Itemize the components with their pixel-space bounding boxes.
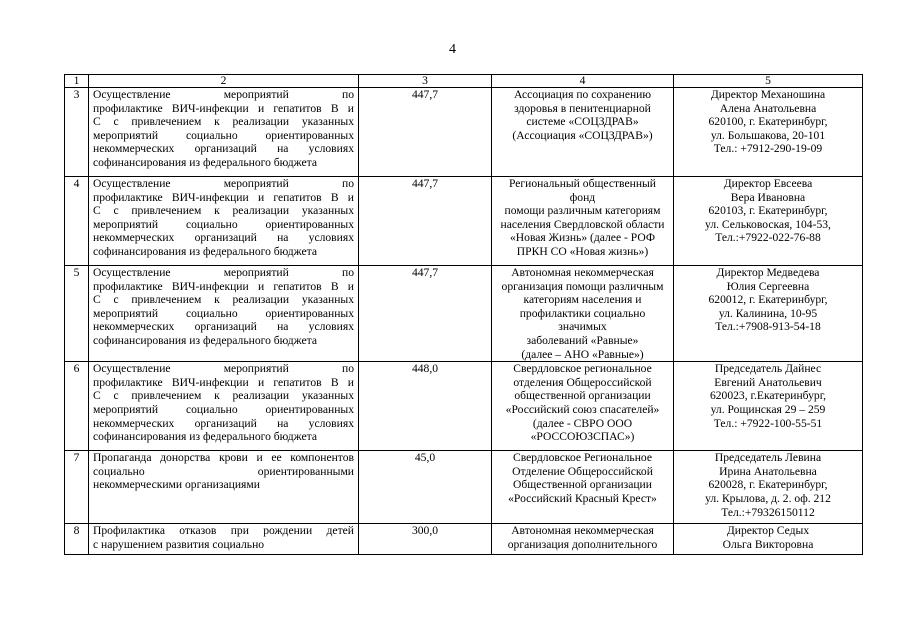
organization-line: организация дополнительного xyxy=(507,537,658,551)
activity-line: мероприятий социально ориентированных xyxy=(93,217,354,231)
row-number-cell: 6 xyxy=(65,362,89,451)
organization-line: Общественной организации xyxy=(513,478,652,492)
contact-line: ул. Рощинская 29 – 259 xyxy=(710,402,826,416)
activity-line: Осуществление мероприятий по xyxy=(93,266,354,279)
activity-cell xyxy=(89,451,359,524)
activity-line: мероприятий социально ориентированных xyxy=(93,402,354,416)
contact-line: Тел.: +7922-100-55-51 xyxy=(713,416,823,430)
organization-line: Свердловское Региональное xyxy=(512,451,652,465)
organization-line: (Ассоциация «СОЦЗДРАВ») xyxy=(512,128,653,142)
activity-line: Осуществление мероприятий по xyxy=(93,88,354,101)
contact-cell xyxy=(674,266,863,362)
contact-line: Ольга Викторовна xyxy=(722,537,814,551)
row-number-cell: 8 xyxy=(65,524,89,555)
organization-line: Автономная некоммерческая xyxy=(511,266,654,279)
organization-cell xyxy=(492,524,674,555)
contact-cell xyxy=(674,451,863,524)
organization-line: Ассоциация по сохранению xyxy=(513,88,652,101)
amount-cell: 448,0 xyxy=(359,362,492,451)
contact-cell xyxy=(674,88,863,177)
activity-line: софинансирования из федерального бюджета xyxy=(93,155,318,169)
header-cell: 1 xyxy=(65,75,89,88)
activity-line: профилактике ВИЧ-инфекции и гепатитов В и xyxy=(93,101,354,115)
table-header-row xyxy=(65,75,863,88)
row-number-cell: 5 xyxy=(65,266,89,362)
activity-line: некоммерческими организациями xyxy=(93,478,260,492)
organization-line: отделения Общероссийской xyxy=(513,375,652,389)
contact-line: Евгений Анатольевич xyxy=(714,375,822,389)
amount-cell: 45,0 xyxy=(359,451,492,524)
data-table xyxy=(64,74,863,555)
contact-line: ул. Крылова, д. 2. оф. 212 xyxy=(705,491,831,505)
activity-line: С с привлечением к реализации указанных xyxy=(93,293,354,307)
table-row xyxy=(65,266,863,362)
activity-line: некоммерческих организаций на условиях xyxy=(93,416,354,430)
contact-line: Председатель Левина xyxy=(714,451,822,465)
contact-line: ул. Сельковоская, 104-53, xyxy=(705,217,831,231)
activity-line: Пропаганда донорства крови и ее компонентов xyxy=(93,451,354,465)
contact-cell xyxy=(674,524,863,555)
organization-line: системе «СОЦЗДРАВ» xyxy=(526,115,639,129)
header-cell: 2 xyxy=(89,75,359,88)
activity-cell xyxy=(89,177,359,266)
activity-line: С с привлечением к реализации указанных xyxy=(93,389,354,403)
activity-line: С с привлечением к реализации указанных xyxy=(93,115,354,129)
contact-line: Вера Ивановна xyxy=(730,190,806,204)
activity-cell xyxy=(89,88,359,177)
table-row xyxy=(65,177,863,266)
contact-line: Директор Механошина xyxy=(710,88,826,101)
organization-line: (далее – АНО «Равные») xyxy=(521,347,644,361)
contact-line: Тел.:+79326150112 xyxy=(721,505,815,519)
organization-line: категориям населения и xyxy=(523,293,642,307)
activity-line: некоммерческих организаций на условиях xyxy=(93,320,354,334)
organization-line: «РОССОЮЗСПАС») xyxy=(530,430,635,444)
organization-line: Отделение Общероссийской xyxy=(512,464,653,478)
organization-line: ПРКН СО «Новая жизнь») xyxy=(516,244,649,258)
contact-cell xyxy=(674,362,863,451)
activity-line: социально ориентированными xyxy=(93,464,354,478)
activity-line: с нарушением развития социально xyxy=(93,537,265,551)
table-row xyxy=(65,524,863,555)
organization-line: Автономная некоммерческая xyxy=(511,524,654,538)
activity-cell xyxy=(89,524,359,555)
contact-line: 620103, г. Екатеринбург, xyxy=(708,204,828,218)
activity-line: профилактике ВИЧ-инфекции и гепатитов В и xyxy=(93,279,354,293)
header-cell: 4 xyxy=(492,75,674,88)
activity-line: профилактике ВИЧ-инфекции и гепатитов В и xyxy=(93,375,354,389)
amount-cell: 447,7 xyxy=(359,266,492,362)
organization-line: населения Свердловской области xyxy=(500,217,665,231)
contact-line: Тел.:+7922-022-76-88 xyxy=(715,231,821,245)
activity-line: мероприятий социально ориентированных xyxy=(93,306,354,320)
page-number: 4 xyxy=(449,42,456,57)
activity-line: Осуществление мероприятий по xyxy=(93,177,354,190)
activity-line: некоммерческих организаций на условиях xyxy=(93,142,354,156)
contact-line: Директор Медведева xyxy=(716,266,820,279)
contact-line: Алена Анатольевна xyxy=(719,101,817,115)
activity-line: софинансирования из федерального бюджета xyxy=(93,244,318,258)
organization-line: Свердловское региональное xyxy=(513,362,652,376)
organization-line: (далее - СВРО ООО xyxy=(532,416,633,430)
table-row xyxy=(65,451,863,524)
organization-cell xyxy=(492,266,674,362)
activity-line: Профилактика отказов при рождении детей xyxy=(93,524,354,538)
activity-line: профилактике ВИЧ-инфекции и гепатитов В и xyxy=(93,190,354,204)
organization-cell xyxy=(492,451,674,524)
row-number-cell: 3 xyxy=(65,88,89,177)
header-cell: 5 xyxy=(674,75,863,88)
organization-cell xyxy=(492,362,674,451)
contact-line: Тел.: +7912-290-19-09 xyxy=(713,142,823,156)
contact-line: 620023, г.Екатеринбург, xyxy=(709,389,827,403)
header-cell: 3 xyxy=(359,75,492,88)
organization-line: Региональный общественный фонд xyxy=(508,177,657,204)
organization-line: общественной организации xyxy=(514,389,651,403)
organization-line: заболеваний «Равные» xyxy=(526,333,639,347)
activity-line: софинансирования из федерального бюджета xyxy=(93,430,318,444)
contact-line: 620012, г. Екатеринбург, xyxy=(708,293,828,307)
amount-cell: 447,7 xyxy=(359,88,492,177)
contact-line: ул. Большакова, 20-101 xyxy=(710,128,826,142)
contact-line: Юлия Сергеевна xyxy=(726,279,810,293)
contact-line: 620100, г. Екатеринбург, xyxy=(708,115,828,129)
table-row xyxy=(65,88,863,177)
activity-cell xyxy=(89,362,359,451)
organization-line: «Новая Жизнь» (далее - РОФ xyxy=(509,231,656,245)
organization-line: профилактики социально значимых xyxy=(519,306,646,334)
contact-cell xyxy=(674,177,863,266)
contact-line: Директор Седых xyxy=(726,524,810,538)
amount-cell: 300,0 xyxy=(359,524,492,555)
amount-cell: 447,7 xyxy=(359,177,492,266)
organization-line: организация помощи различным xyxy=(501,279,664,293)
organization-cell xyxy=(492,88,674,177)
organization-line: «Российский Красный Крест» xyxy=(508,491,657,505)
contact-line: Председатель Дайнес xyxy=(714,362,822,376)
contact-line: ул. Калинина, 10-95 xyxy=(718,306,818,320)
activity-line: мероприятий социально ориентированных xyxy=(93,128,354,142)
organization-cell xyxy=(492,177,674,266)
contact-line: 620028, г. Екатеринбург, xyxy=(708,478,828,492)
activity-line: софинансирования из федерального бюджета xyxy=(93,333,318,347)
activity-line: С с привлечением к реализации указанных xyxy=(93,204,354,218)
organization-line: здоровья в пенитенциарной xyxy=(514,101,651,115)
activity-cell xyxy=(89,266,359,362)
organization-line: «Российский союз спасателей» xyxy=(505,402,660,416)
activity-line: Осуществление мероприятий по xyxy=(93,362,354,376)
activity-line: некоммерческих организаций на условиях xyxy=(93,231,354,245)
contact-line: Директор Евсеева xyxy=(723,177,813,190)
row-number-cell: 7 xyxy=(65,451,89,524)
table-row xyxy=(65,362,863,451)
contact-line: Тел.:+7908-913-54-18 xyxy=(715,320,821,334)
contact-line: Ирина Анатольевна xyxy=(719,464,817,478)
row-number-cell: 4 xyxy=(65,177,89,266)
organization-line: помощи различным категориям xyxy=(504,204,661,218)
